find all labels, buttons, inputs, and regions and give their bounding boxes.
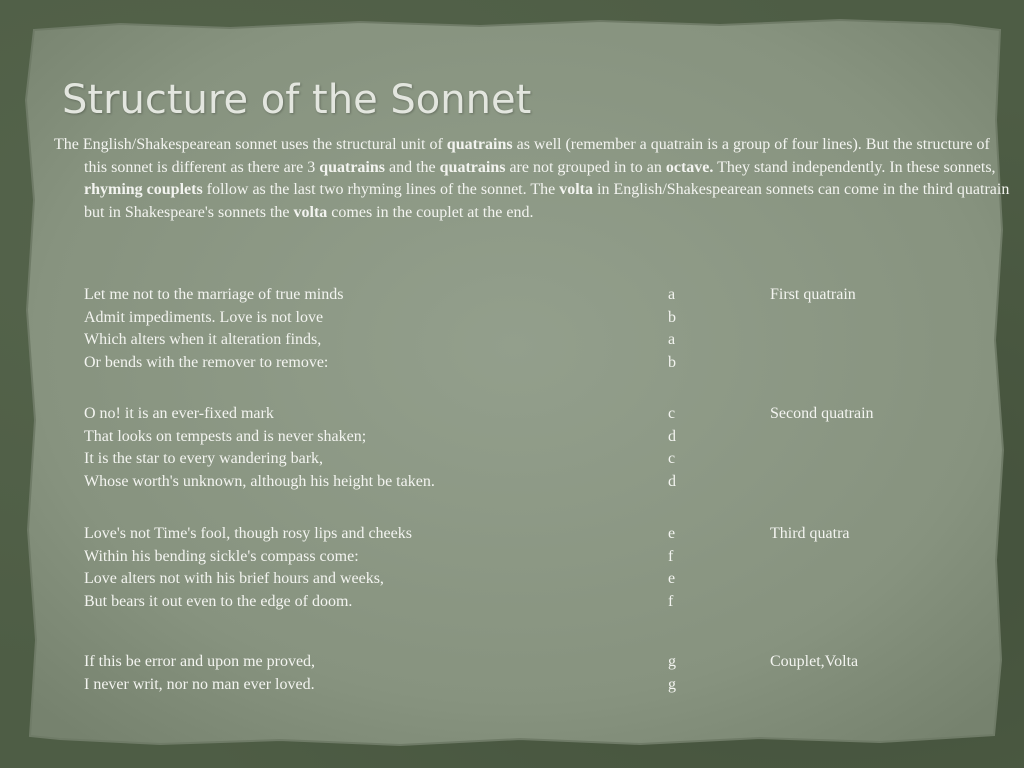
intro-bold-term: quatrains [446, 136, 513, 153]
rhyme-letter: c [668, 450, 676, 467]
poem-line [84, 591, 914, 614]
stanza [84, 651, 914, 696]
line-text: Or bends with the remover to remove: [84, 353, 329, 371]
line-text: Admit impediments. Love is not love [84, 308, 324, 326]
line-text: Love's not Time's fool, though rosy lips and cheeks [84, 525, 412, 542]
rhyme-letter: a [668, 286, 676, 303]
stanza-label: Couplet,Volta [770, 653, 859, 670]
line-text: But bears it out even to the edge of doom. [84, 592, 353, 610]
poem-line [84, 284, 914, 307]
poem-line [84, 448, 914, 471]
intro-bold-term: rhyming couplets [84, 181, 203, 198]
rhyme-letter: c [668, 405, 676, 422]
poem-line [84, 523, 914, 546]
line-text: That looks on tempests and is never shaken; [84, 427, 367, 445]
stanza [84, 523, 914, 613]
intro-bold-term: volta [293, 203, 328, 221]
poem-line [84, 403, 914, 426]
page-title: Structure of the Sonnet [62, 77, 532, 123]
poem-line [84, 329, 914, 352]
intro-text: The English/Shakespearean sonnet uses the structural unit of [54, 136, 447, 153]
rhyme-letter: e [668, 570, 676, 587]
intro-text: comes in the couplet at the end. [327, 203, 534, 221]
rhyme-letter: f [668, 547, 674, 565]
poem-line [84, 307, 914, 330]
intro-text: are not grouped in to an [505, 158, 666, 176]
line-text: Which alters when it alteration finds, [84, 331, 322, 348]
line-text: O no! it is an ever-fixed mark [84, 405, 274, 422]
stanza [84, 403, 914, 493]
poem-line [84, 546, 914, 569]
intro-text: They stand independently. In these sonnets, [713, 158, 996, 176]
rhyme-letter: g [668, 675, 676, 693]
stanza-label: Third quatra [770, 525, 850, 542]
poem-line [84, 352, 914, 375]
intro-bold-term: quatrains [319, 158, 385, 176]
poem-line [84, 471, 914, 494]
rhyme-letter: d [668, 427, 676, 445]
intro-bold-term: quatrains [439, 158, 506, 176]
line-text: If this be error and upon me proved, [84, 653, 316, 670]
paper-shape [26, 20, 1003, 745]
rhyme-letter: g [668, 653, 676, 670]
line-text: Love alters not with his brief hours and weeks, [84, 570, 384, 587]
line-text: I never writ, nor no man ever loved. [84, 675, 315, 693]
stanza-label: Second quatrain [770, 405, 874, 422]
rhyme-letter: e [668, 525, 676, 542]
poem-line [84, 674, 914, 697]
line-text: Let me not to the marriage of true minds [84, 286, 344, 303]
poem-line [84, 651, 914, 674]
intro-text: and the [384, 158, 440, 176]
intro-bold-term: octave. [665, 158, 714, 176]
rhyme-letter: a [668, 331, 676, 348]
intro-paragraph [54, 134, 1014, 224]
intro-bold-term: volta [559, 181, 593, 198]
stanza [84, 284, 914, 374]
rhyme-letter: b [668, 353, 676, 371]
poem-line [84, 568, 914, 591]
intro-text: in English/Shakespearean sonnets can come in the third quatrain but in Shakespeare's sonnets the [84, 181, 1010, 221]
rhyme-letter: b [668, 308, 676, 326]
line-text: Within his bending sickle's compass come: [84, 547, 359, 565]
line-text: Whose worth's unknown, although his height be taken. [84, 472, 435, 490]
intro-text: follow as the last two rhyming lines of the sonnet. The [202, 181, 560, 198]
rhyme-letter: f [668, 592, 674, 610]
intro-text: as well (remember a quatrain is a group of four lines). But the structure of this sonnet is different as there are 3 [84, 136, 990, 176]
stanza-label: First quatrain [770, 286, 856, 303]
poem-line [84, 426, 914, 449]
rhyme-letter: d [668, 472, 676, 490]
line-text: It is the star to every wandering bark, [84, 450, 324, 467]
